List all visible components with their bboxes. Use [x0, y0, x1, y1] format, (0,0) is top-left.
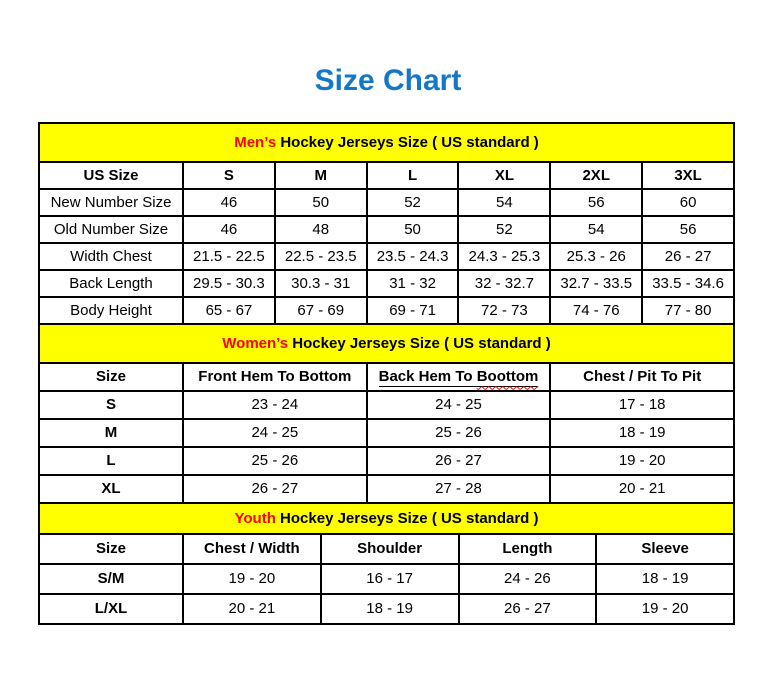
womens-value-cell: 18 - 19	[550, 419, 734, 447]
youth-value-cell: 20 - 21	[183, 594, 321, 624]
mens-value-cell: 48	[275, 216, 367, 243]
youth-column-header: Shoulder	[321, 534, 459, 564]
womens-value-cell: 25 - 26	[183, 447, 367, 475]
womens-row-label: M	[39, 419, 183, 447]
youth-column-header: Length	[459, 534, 597, 564]
youth-value-cell: 18 - 19	[321, 594, 459, 624]
mens-row-label: Width Chest	[39, 243, 183, 270]
mens-value-cell: 52	[367, 189, 459, 216]
womens-column-header: Front Hem To Bottom	[183, 363, 367, 391]
womens-table-row	[39, 419, 734, 447]
womens-value-cell: 26 - 27	[183, 475, 367, 503]
mens-value-cell: 69 - 71	[367, 297, 459, 324]
mens-value-cell: 32.7 - 33.5	[550, 270, 642, 297]
youth-value-cell: 26 - 27	[459, 594, 597, 624]
mens-value-cell: 46	[183, 189, 275, 216]
youth-value-cell: 24 - 26	[459, 564, 597, 594]
womens-value-cell: 24 - 25	[367, 391, 551, 419]
mens-row-label: Old Number Size	[39, 216, 183, 243]
mens-value-cell: 65 - 67	[183, 297, 275, 324]
womens-value-cell: 25 - 26	[367, 419, 551, 447]
mens-value-cell: 23.5 - 24.3	[367, 243, 459, 270]
youth-table-row	[39, 594, 734, 624]
mens-value-cell: 33.5 - 34.6	[642, 270, 734, 297]
womens-table-row	[39, 447, 734, 475]
youth-column-header: Chest / Width	[183, 534, 321, 564]
mens-value-cell: 22.5 - 23.5	[275, 243, 367, 270]
mens-banner	[39, 123, 734, 162]
womens-table-row	[39, 391, 734, 419]
mens-value-cell: 54	[550, 216, 642, 243]
youth-column-header: Size	[39, 534, 183, 564]
womens-banner-text: Hockey Jerseys Size ( US standard )	[288, 334, 551, 352]
youth-column-header: Sleeve	[596, 534, 734, 564]
mens-value-cell: 31 - 32	[367, 270, 459, 297]
mens-value-cell: 56	[550, 189, 642, 216]
mens-banner-highlight: Men’s	[234, 133, 277, 151]
womens-value-cell: 24 - 25	[183, 419, 367, 447]
underlined-header-phrase: Back Hem To Boottom	[378, 368, 539, 386]
mens-value-cell: 77 - 80	[642, 297, 734, 324]
mens-value-cell: 50	[275, 189, 367, 216]
mens-size-table	[38, 122, 735, 325]
youth-size-table	[38, 502, 735, 625]
mens-value-cell: 24.3 - 25.3	[458, 243, 550, 270]
mens-value-cell: 30.3 - 31	[275, 270, 367, 297]
youth-banner-highlight: Youth	[234, 509, 276, 527]
womens-banner	[39, 324, 734, 363]
misspelled-word: Boottom	[476, 368, 539, 386]
mens-value-cell: 60	[642, 189, 734, 216]
size-chart-tables	[38, 122, 733, 625]
mens-column-header: 3XL	[642, 162, 734, 189]
womens-column-header	[367, 363, 551, 391]
mens-value-cell: 21.5 - 22.5	[183, 243, 275, 270]
youth-table-row	[39, 564, 734, 594]
youth-banner	[39, 503, 734, 534]
womens-value-cell: 23 - 24	[183, 391, 367, 419]
mens-value-cell: 46	[183, 216, 275, 243]
mens-column-header: M	[275, 162, 367, 189]
womens-value-cell: 19 - 20	[550, 447, 734, 475]
mens-column-header: XL	[458, 162, 550, 189]
mens-value-cell: 56	[642, 216, 734, 243]
mens-row-label: Body Height	[39, 297, 183, 324]
womens-size-table	[38, 323, 735, 504]
mens-value-cell: 72 - 73	[458, 297, 550, 324]
youth-value-cell: 19 - 20	[596, 594, 734, 624]
youth-value-cell: 16 - 17	[321, 564, 459, 594]
womens-value-cell: 20 - 21	[550, 475, 734, 503]
mens-column-header: US Size	[39, 162, 183, 189]
mens-value-cell: 67 - 69	[275, 297, 367, 324]
mens-value-cell: 50	[367, 216, 459, 243]
womens-table-row	[39, 475, 734, 503]
mens-column-header: 2XL	[550, 162, 642, 189]
mens-value-cell: 54	[458, 189, 550, 216]
mens-value-cell: 29.5 - 30.3	[183, 270, 275, 297]
mens-row-label: Back Length	[39, 270, 183, 297]
mens-value-cell: 25.3 - 26	[550, 243, 642, 270]
mens-table-row	[39, 270, 734, 297]
youth-banner-text: Hockey Jerseys Size ( US standard )	[275, 509, 539, 527]
womens-row-label: S	[39, 391, 183, 419]
youth-value-cell: 19 - 20	[183, 564, 321, 594]
youth-row-label: L/XL	[39, 594, 183, 624]
mens-column-header: S	[183, 162, 275, 189]
mens-table-row	[39, 189, 734, 216]
mens-banner-text: Hockey Jerseys Size ( US standard )	[276, 133, 539, 151]
mens-value-cell: 74 - 76	[550, 297, 642, 324]
page-title: Size Chart	[314, 64, 462, 97]
mens-column-header: L	[367, 162, 459, 189]
mens-table-row	[39, 297, 734, 324]
youth-value-cell: 18 - 19	[596, 564, 734, 594]
mens-value-cell: 26 - 27	[642, 243, 734, 270]
womens-banner-highlight: Women’s	[222, 334, 289, 352]
womens-row-label: L	[39, 447, 183, 475]
womens-row-label: XL	[39, 475, 183, 503]
womens-value-cell: 27 - 28	[367, 475, 551, 503]
mens-table-row	[39, 216, 734, 243]
womens-value-cell: 26 - 27	[367, 447, 551, 475]
mens-table-row	[39, 243, 734, 270]
womens-value-cell: 17 - 18	[550, 391, 734, 419]
youth-row-label: S/M	[39, 564, 183, 594]
womens-column-header: Chest / Pit To Pit	[550, 363, 734, 391]
mens-row-label: New Number Size	[39, 189, 183, 216]
womens-column-header: Size	[39, 363, 183, 391]
mens-value-cell: 32 - 32.7	[458, 270, 550, 297]
mens-value-cell: 52	[458, 216, 550, 243]
